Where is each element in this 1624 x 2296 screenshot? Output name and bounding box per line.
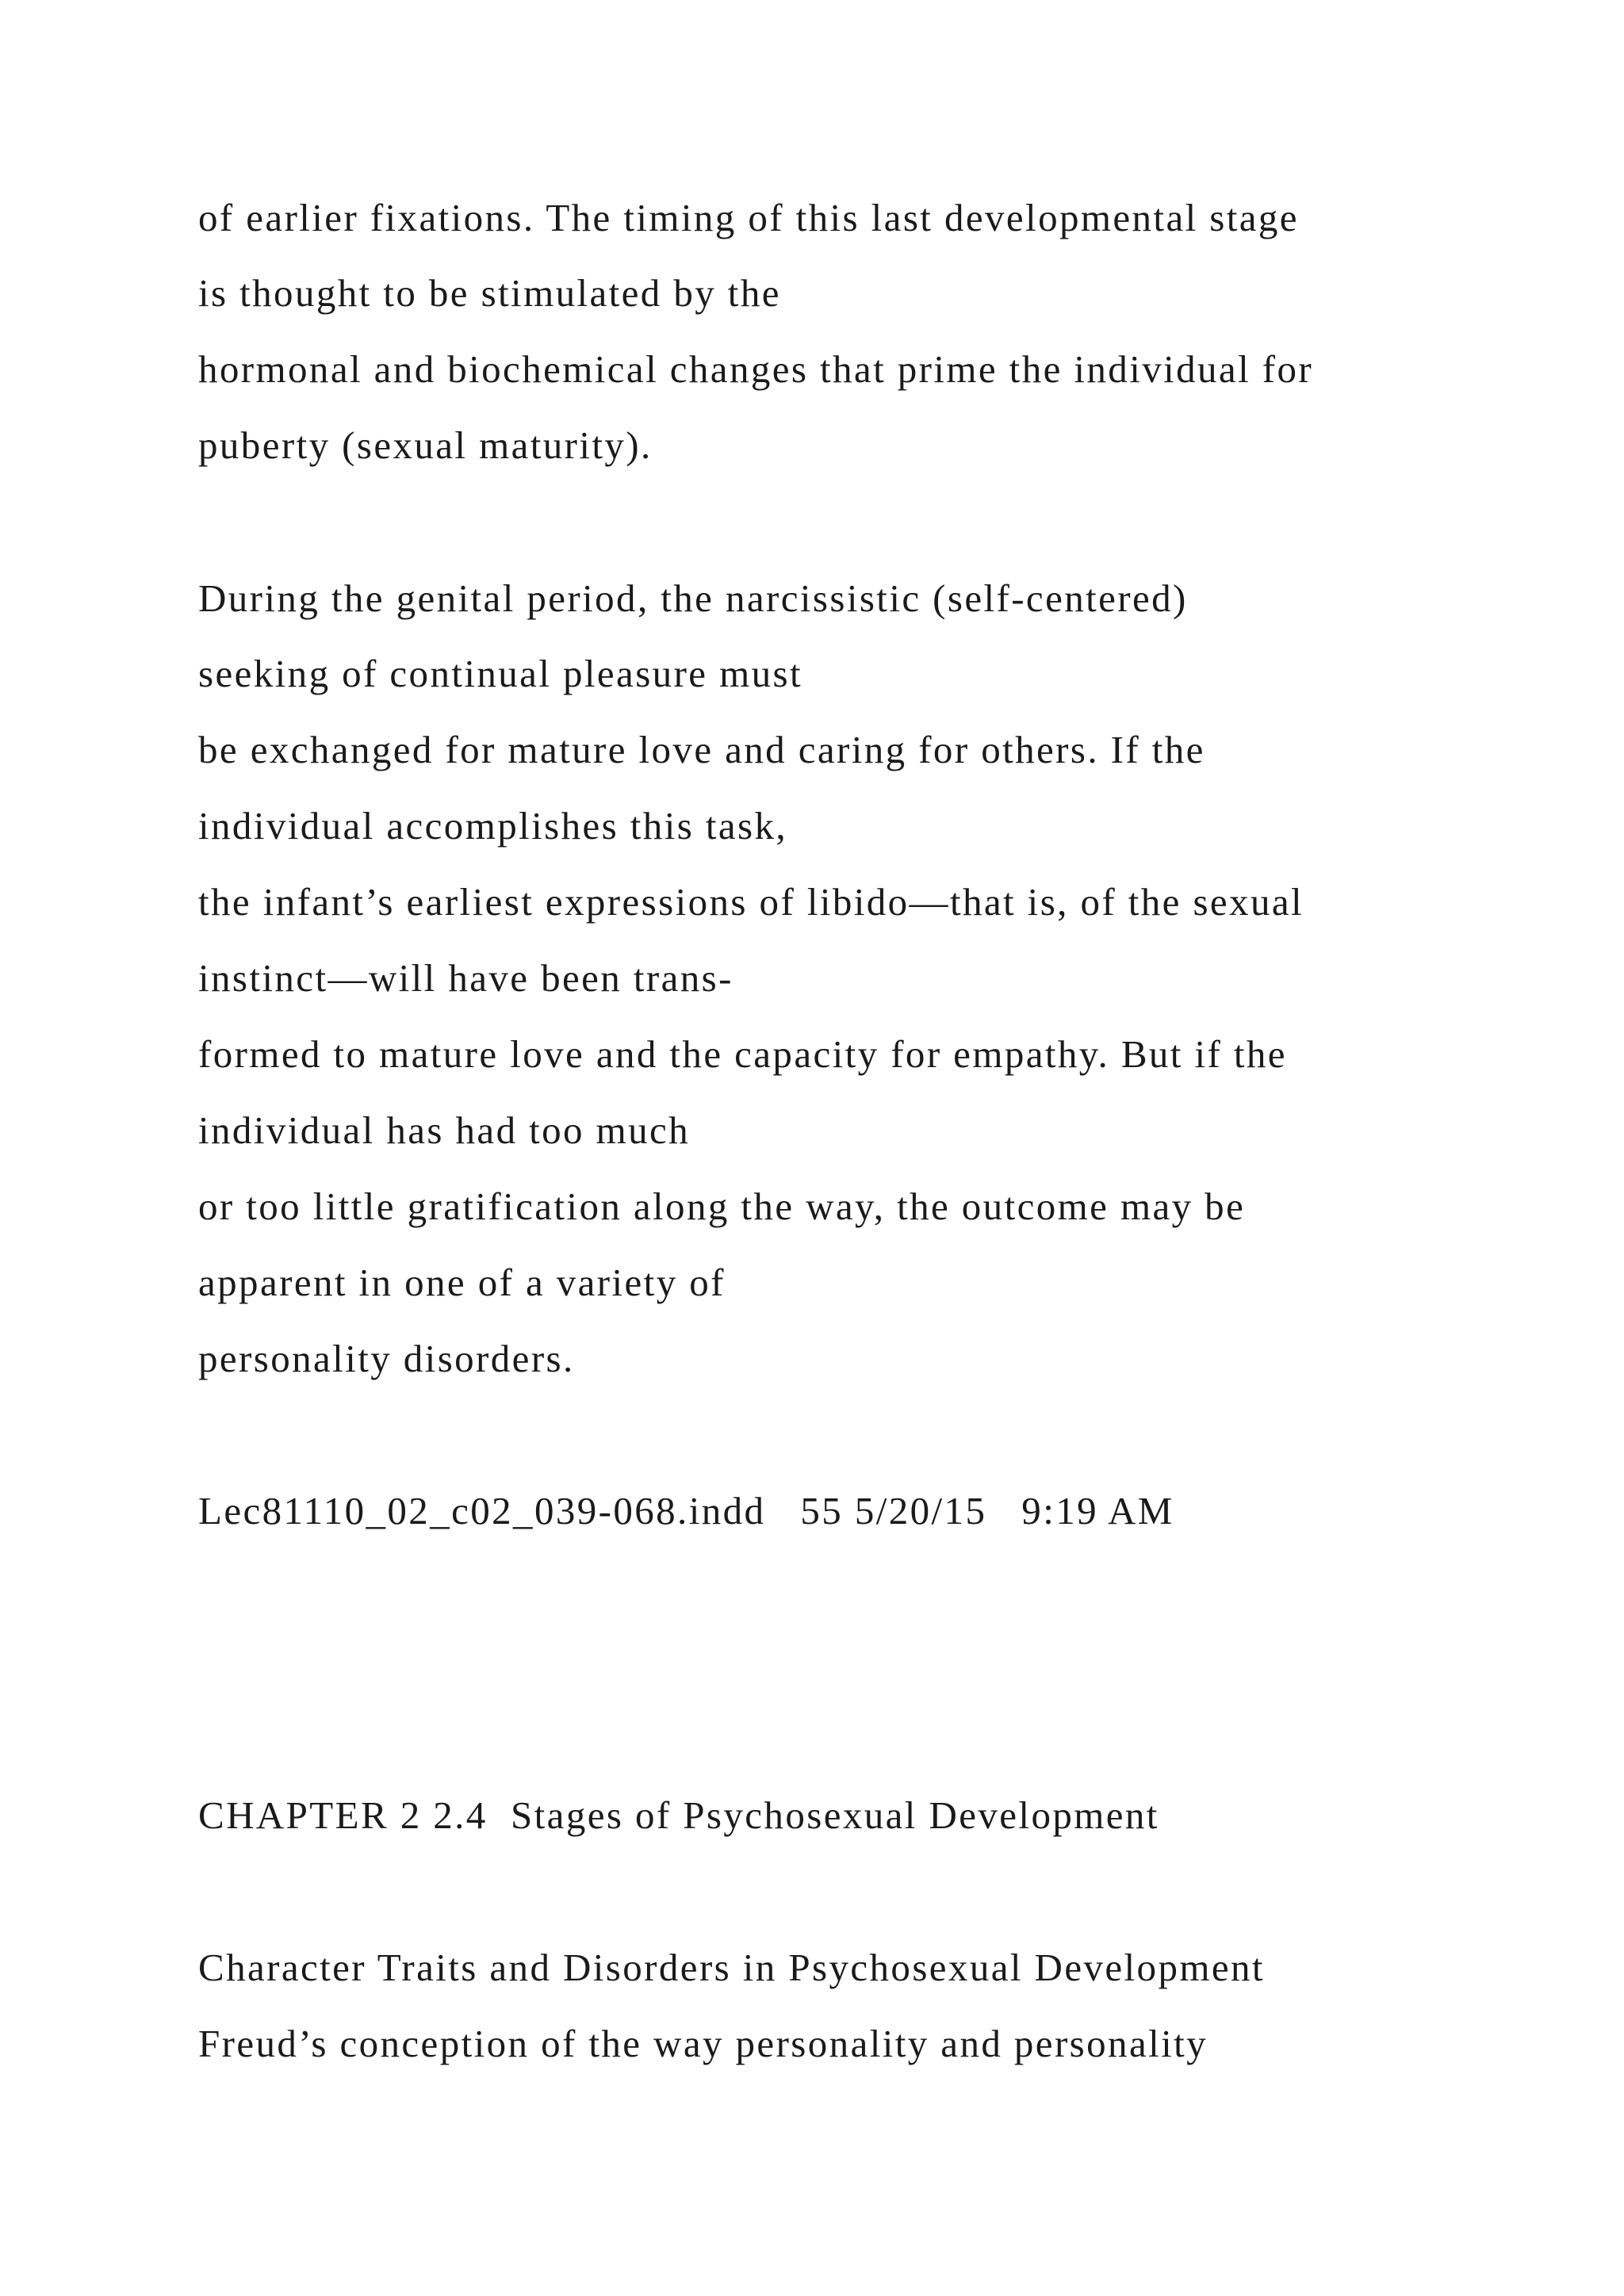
text-line: individual has had too much [198,1108,691,1152]
text-line: formed to mature love and the capacity for empathy. But if the [198,1032,1287,1076]
text-line: is thought to be stimulated by the [198,271,781,315]
text-line: During the genital period, the narcissistic (self-centered) [198,576,1188,620]
chapter-heading: CHAPTER 2 2.4 Stages of Psychosexual Development [198,1793,1159,1837]
text-line: of earlier fixations. The timing of this last developmental stage [198,196,1299,239]
text-line: personality disorders. [198,1337,575,1380]
text-line: Freud’s conception of the way personality and personality [198,2022,1208,2065]
text-line: instinct—will have been trans- [198,956,733,1000]
text-line: seeking of continual pleasure must [198,652,802,695]
document-page [198,0,1546,2296]
file-info-line: Lec81110_02_c02_039-068.indd 55 5/20/15 9:19 AM [198,1489,1174,1533]
text-line: apparent in one of a variety of [198,1261,726,1304]
text-line: puberty (sexual maturity). [198,423,653,467]
text-line: the infant’s earliest expressions of libido—that is, of the sexual [198,880,1304,924]
section-heading: Character Traits and Disorders in Psychosexual Development [198,1946,1265,1989]
text-line: individual accomplishes this task, [198,804,788,848]
text-line: or too little gratification along the way, the outcome may be [198,1184,1246,1228]
text-line: be exchanged for mature love and caring for others. If the [198,728,1205,771]
text-line: hormonal and biochemical changes that prime the individual for [198,347,1314,391]
